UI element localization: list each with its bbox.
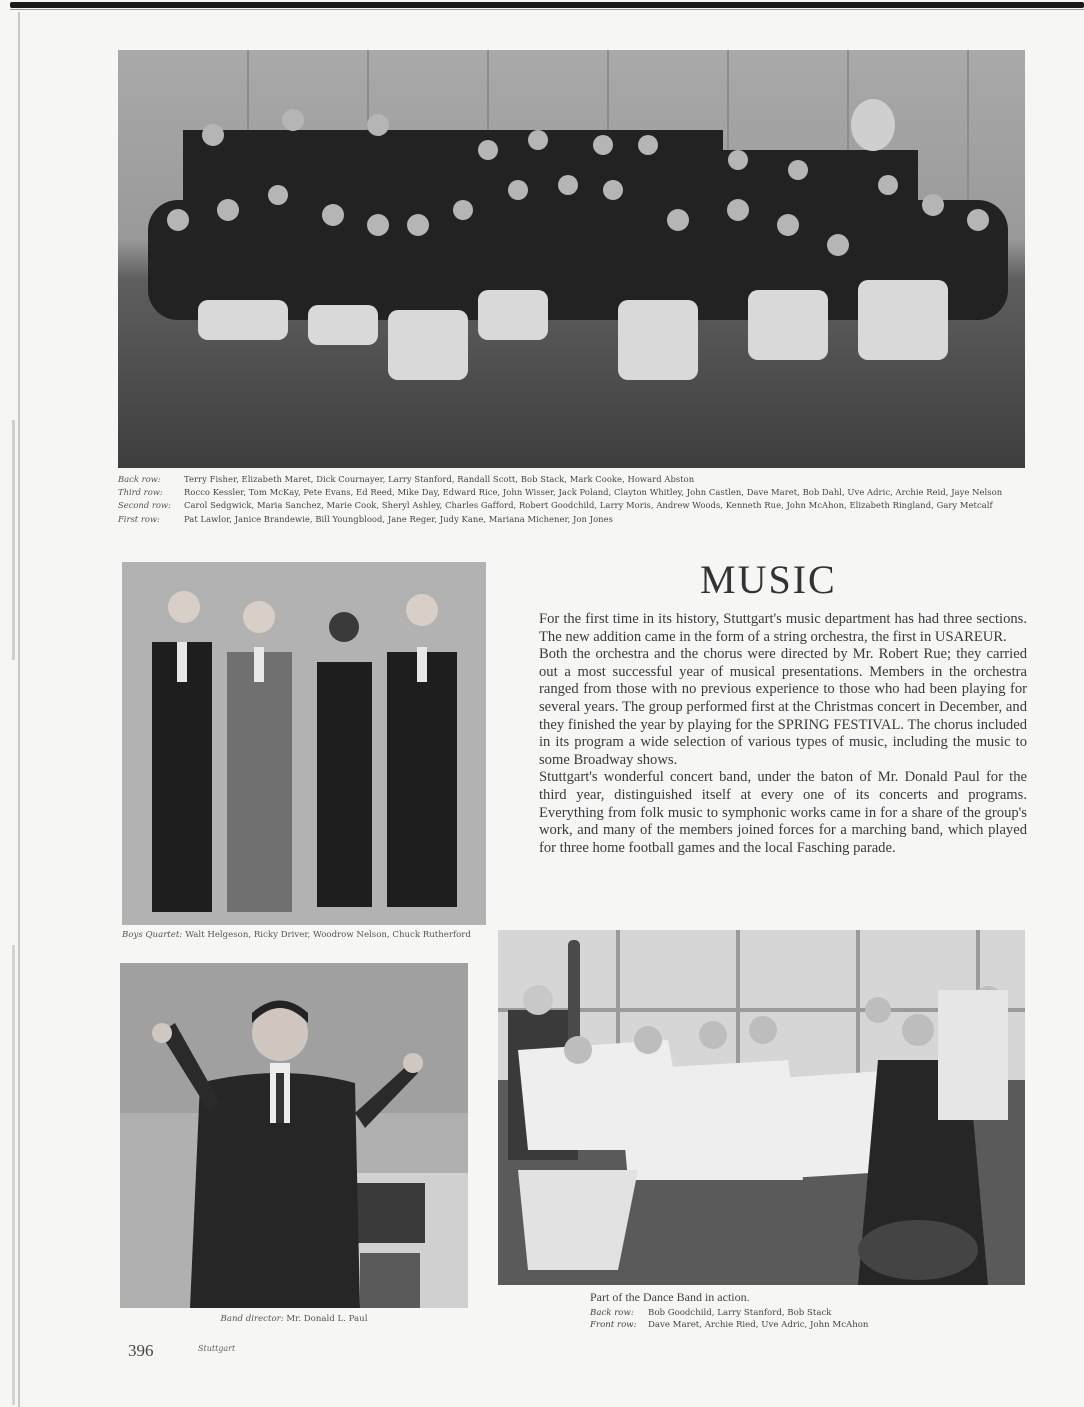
article-paragraph: For the first time in its history, Stuttgart's music department has had three sections. The new addition came in the form of a string orchestra, the first in USAREUR. [539,611,1027,645]
caption-name: Mr. Donald L. Paul [286,1314,368,1324]
row-label: Third row: [118,487,163,498]
quartet-caption [122,931,486,941]
caption-headline: Part of the Dance Band in action. [590,1290,750,1304]
band-photo-caption [118,474,1028,527]
scan-edge-top [10,2,1084,8]
director-caption [120,1314,468,1324]
row-names: Pat Lawlor, Janice Brandewie, Bill Youngblood, Jane Reger, Judy Kane, Mariana Michener, Jon Jones [184,513,613,524]
row-names: Terry Fisher, Elizabeth Maret, Dick Cournayer, Larry Stanford, Randall Scott, Bob Stack, Mark Cooke, Howard Abston [184,474,695,484]
caption-row [118,514,1028,525]
page-gutter [18,12,20,1407]
caption-label: Band director: [220,1314,284,1324]
row-names: Bob Goodchild, Larry Stanford, Bob Stack [648,1308,832,1318]
running-footer: Stuttgart [198,1344,236,1353]
article-paragraph: Both the orchestra and the chorus were directed by Mr. Robert Rue; they carried out a most successful year of musical presentations. Members in the orchestra ranged from those with no previous experience to those who had been playing for several years. The group performed first at the Christmas concert in December, and they finished the year by playing for the SPRING FESTIVAL. The chorus included in its program a wide selection of various types of music, including the music to some Broadway shows. [539,646,1027,768]
row-names: Rocco Kessler, Tom McKay, Pete Evans, Ed Reed, Mike Day, Edward Rice, John Wisser, Jack Poland, Clayton Whitley, John Castlen, Dave Maret, Bob Dahl, Uve Adric, Archie Reid, Jaye Nelson [184,487,1003,498]
row-names: Dave Maret, Archie Ried, Uve Adric, John McAhon [648,1320,869,1330]
row-names: Carol Sedgwick, Maria Sanchez, Marie Cook, Sheryl Ashley, Charles Gafford, Robert Goodchild, Larry Moris, Andrew Woods, Kenneth Rue, John McAhon, Elizabeth Ringland, Gary Metcalf [184,500,993,511]
boys-quartet-photo [122,562,486,925]
band-director-photo [120,963,468,1308]
caption-label: Boys Quartet: [122,930,183,940]
dance-band-caption [590,1290,1030,1331]
scan-edge-line [10,9,1084,10]
row-label: Back row: [118,474,161,484]
article-body [539,611,1027,857]
caption-row [590,1307,1030,1319]
caption-row [118,500,1028,511]
article-paragraph: Stuttgart's wonderful concert band, under the baton of Mr. Donald Paul for the third year, distinguished itself at every one of its concerts and programs. Everything from folk music to symphonic works came in for a share of the group's work, and many of the members joined forces for a marching band, which played for three home football games and the local Fasching parade. [539,769,1027,856]
dance-band-photo [498,930,1025,1285]
caption-names: Walt Helgeson, Ricky Driver, Woodrow Nelson, Chuck Rutherford [185,930,471,940]
page-gutter-shadow [12,945,15,1405]
caption-row [590,1319,1030,1331]
page-number: 396 [128,1341,154,1360]
caption-row [118,474,1028,485]
page-title: MUSIC [700,557,837,602]
row-label: Back row: [590,1308,634,1318]
row-label: Front row: [590,1320,637,1330]
row-label: Second row: [118,500,171,511]
caption-row [118,487,1028,498]
row-label: First row: [118,513,160,524]
page-gutter-shadow [12,420,15,660]
concert-band-photo [118,50,1025,468]
